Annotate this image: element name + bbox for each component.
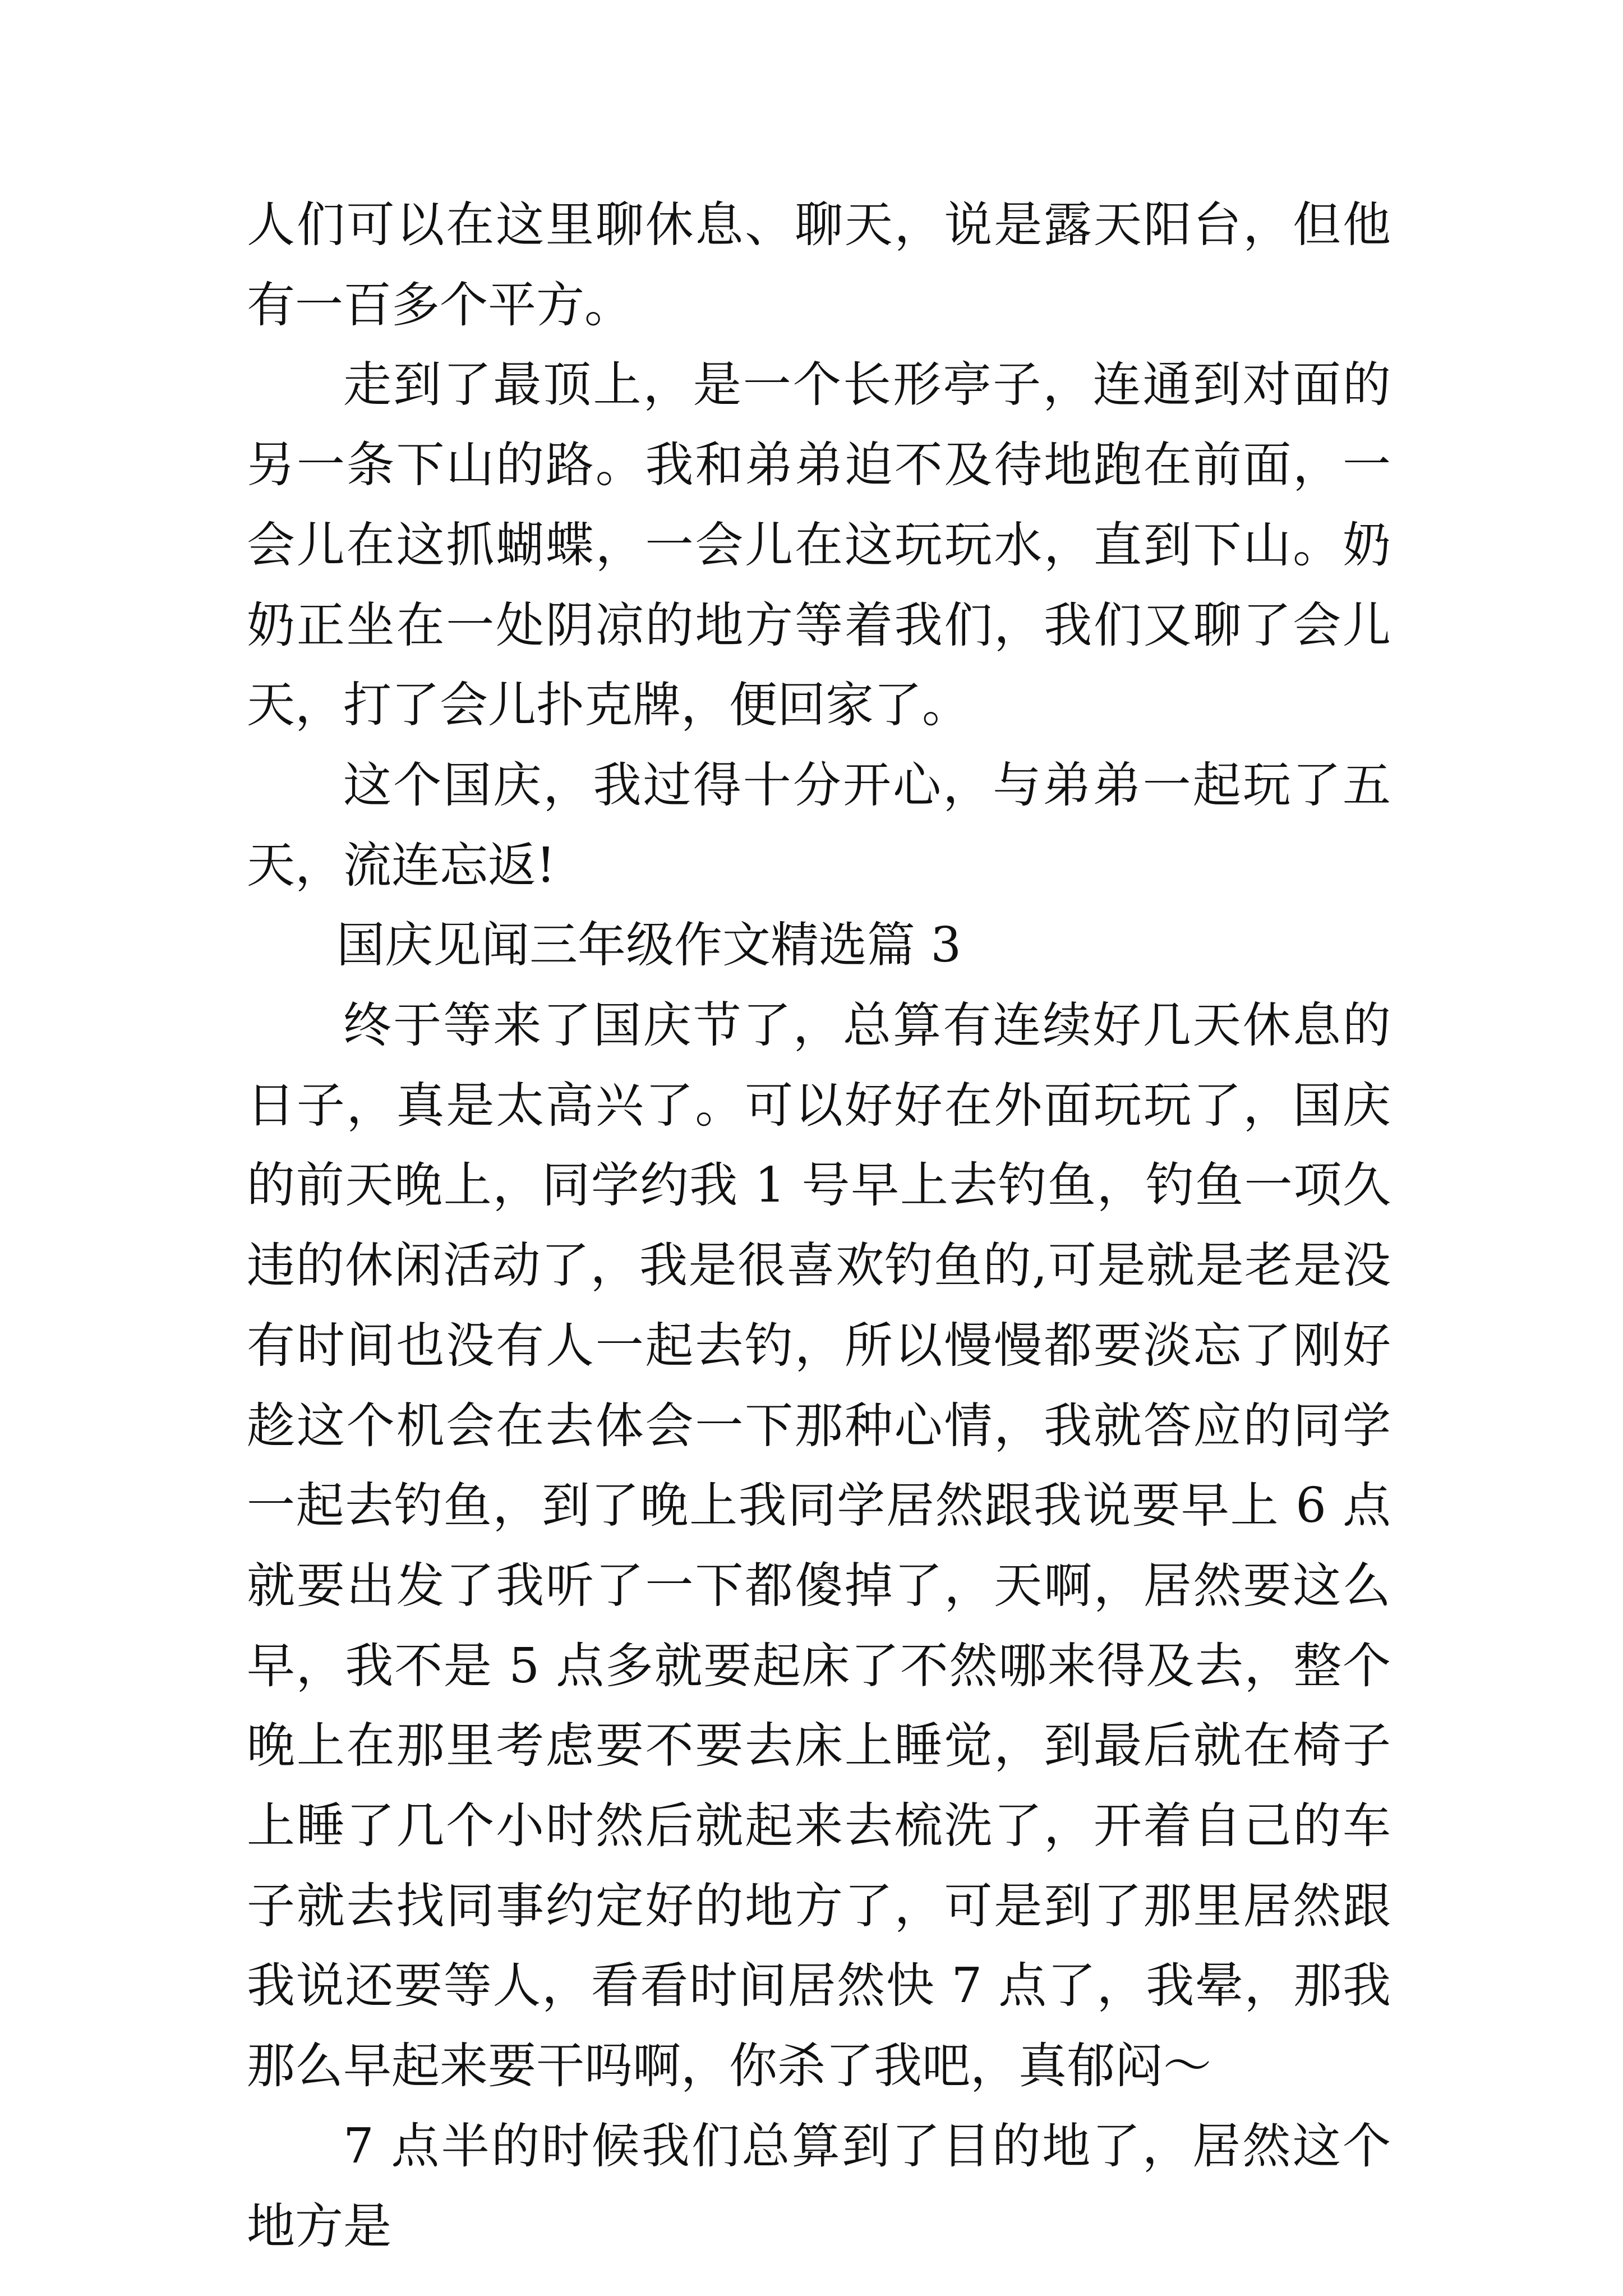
section-heading: 国庆见闻三年级作文精选篇 3 [336, 917, 962, 974]
paragraph: 人们可以在这里聊休息、聊天，说是露天阳台，但他有一百多个平方。 [247, 197, 1391, 333]
paragraph: 终于等来了国庆节了，总算有连续好几天休息的日子，真是太高兴了。可以好好在外面玩玩了，国庆的前天晚上，同学约我 1 号早上去钓鱼，钓鱼一项久违的休闲活动了，我是很喜欢钓鱼的,可是就是老是没有时间也没有人一起去钓，所以慢慢都要淡忘了刚好趁这个机会在去体会一下那种心情，我就答应的同学一起去钓鱼，到了晚上我同学居然跟我说要早上 6 点就要出发了我听了一下都傻掉了，天啊，居然要这么早，我不是 5 点多就要起床了不然哪来得及去，整个晚上在那里考虑要不要去床上睡觉，到最后就在椅子上睡了几个小时然后就起来去梳洗了，开着自己的车子就去找同事约定好的地方了，可是到了那里居然跟我说还要等人，看看时间居然快 7 点了，我晕，那我那么早起来要干吗啊，你杀了我吧，真郁闷～ [247, 997, 1391, 2095]
paragraph: 这个国庆，我过得十分开心，与弟弟一起玩了五天，流连忘返! [247, 757, 1391, 894]
paragraph: 走到了最顶上，是一个长形亭子，连通到对面的另一条下山的路。我和弟弟迫不及待地跑在前面，一会儿在这抓蝴蝶，一会儿在这玩玩水，直到下山。奶奶正坐在一处阴凉的地方等着我们，我们又聊了会儿天，打了会儿扑克牌，便回家了。 [247, 357, 1391, 734]
document-body [247, 185, 1391, 2266]
paragraph: 7 点半的时候我们总算到了目的地了，居然这个地方是 [247, 2118, 1391, 2254]
